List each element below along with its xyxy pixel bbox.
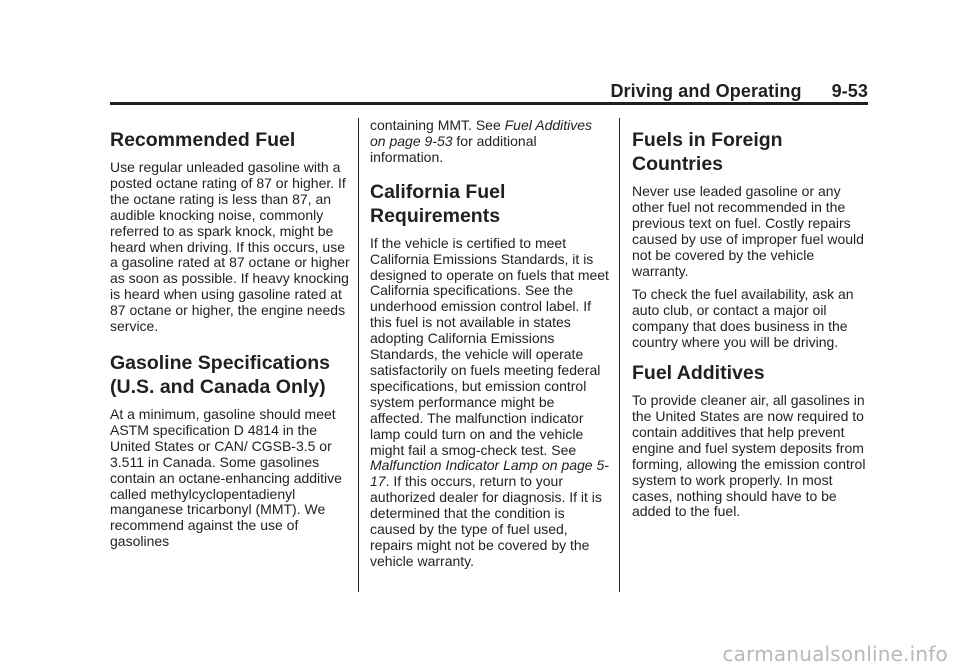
text-run: containing MMT. See [370,117,505,133]
page-number: 9-53 [831,80,868,101]
link-malfunction-lamp[interactable]: Malfunction Indicator Lamp on page 5-17 [370,457,609,490]
watermark: carmanualsonline.info [722,642,948,666]
column-1 [110,118,356,558]
paragraph-mmt-continued [370,118,610,166]
heading-california-fuel: California Fuel Requirements [370,180,506,227]
text-run: for additional information. [370,132,537,165]
paragraph-fuel-additives: To provide cleaner air, all gasolines in the United States are now required to contain additives that help prevent engine and fuel system deposits from forming, allowing the emission control system to work properly. In most cases, nothing should have to be added to the fuel. [632,392,866,520]
paragraph-gasoline-specifications: At a minimum, gasoline should meet ASTM specification D 4814 in the United States or CAN/ CGSB-3.5 or 3.511 in Canada. Some gasolines contain an octane-enhancing additive called methylcyclopentadienyl manganese tricarbonyl (MMT). We recommend against the use of gasolines [110,405,342,550]
column-divider-2 [619,118,620,592]
text-run: If the vehicle is certified to meet California Emissions Standards, it is designed to operate on fuels that meet California specifications. See the underhood emission control label. If this fuel is not available in states adopting California Emissions Standards, the vehicle will operate satisfactorily on fuels meeting federal specifications, but emission control system performance might be affected. The malfunction indicator lamp could turn on and the vehicle might fail a smog-check test. See [370,234,609,458]
link-fuel-additives[interactable]: Fuel Additives on page 9-53 [370,117,593,149]
column-2 [370,118,610,578]
header-rule [110,102,868,105]
section-title: Driving and Operating [610,80,802,101]
paragraph-california-fuel [370,236,610,570]
paragraph-foreign-fuels-2: To check the fuel availability, ask an auto club, or contact a major oil company that does business in the country where you will be driving. [632,286,854,351]
heading-fuel-additives: Fuel Additives [632,362,765,385]
heading-gasoline-specifications: Gasoline Specifications (U.S. and Canada Only) [110,351,330,398]
page-header [110,80,868,102]
paragraph-recommended-fuel: Use regular unleaded gasoline with a posted octane rating of 87 or higher. If the octane rating is less than 87, an audible knocking noise, commonly referred to as spark knock, might be heard when driving. If this occurs, use a gasoline rated at 87 octane or higher as soon as possible. If heavy knocking is heard when using gasoline rated at 87 octane or higher, the engine needs service. [110,159,350,335]
text-run: . If this occurs, return to your authorized dealer for diagnosis. If it is determined that the condition is caused by the type of fuel used, repairs might not be covered by the vehicle warranty. [370,473,602,569]
heading-foreign-fuels: Fuels in Foreign Countries [632,129,783,175]
column-divider-1 [358,118,359,592]
column-3 [632,118,872,528]
heading-recommended-fuel: Recommended Fuel [110,129,296,151]
paragraph-foreign-fuels-1: Never use leaded gasoline or any other fuel not recommended in the previous text on fuel. Costly repairs caused by use of improper fuel would not be covered by the vehicle warranty. [632,183,864,279]
